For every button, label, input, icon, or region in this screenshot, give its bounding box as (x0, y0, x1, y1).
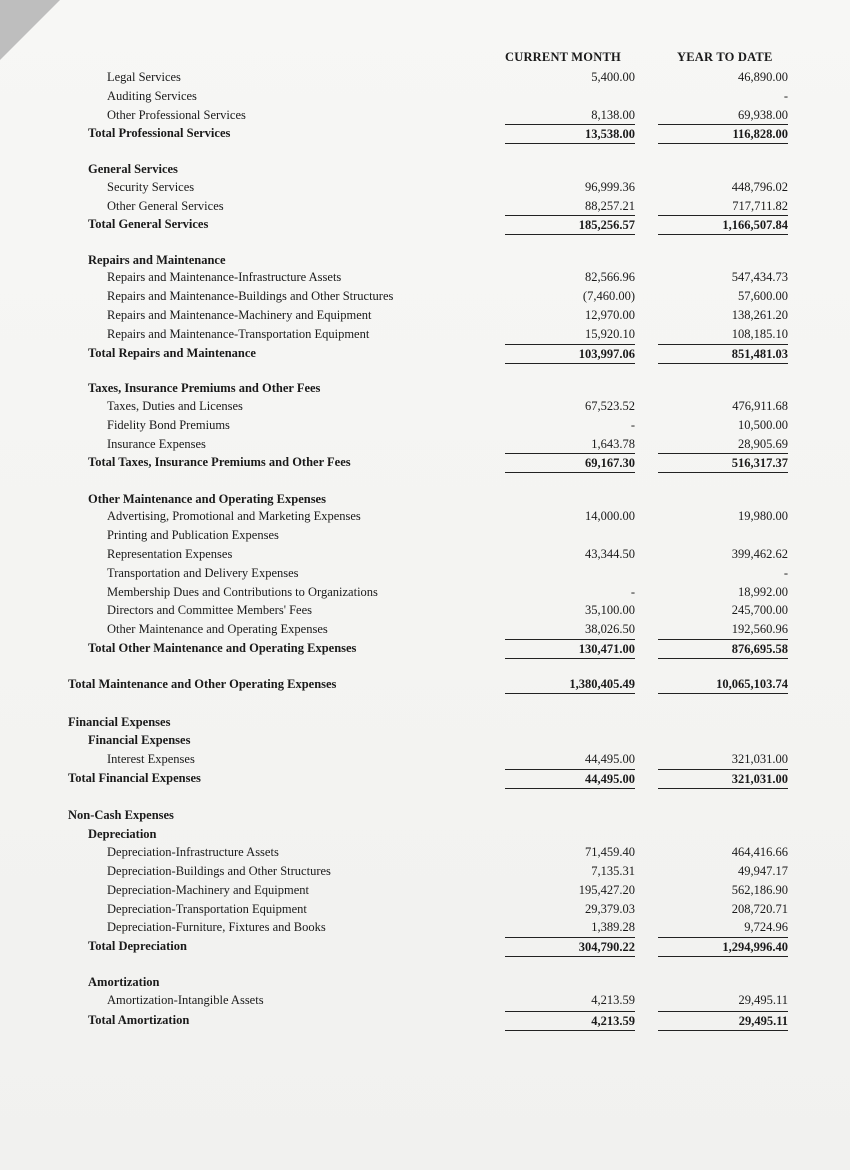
row-label: Depreciation (88, 827, 157, 841)
row-label: Directors and Committee Members' Fees (107, 603, 312, 617)
row-label: Other Professional Services (107, 108, 246, 122)
line-item-row (0, 268, 850, 286)
year-to-date-value: 516,317.37 (658, 453, 788, 473)
row-label: Other Maintenance and Operating Expenses (107, 622, 328, 636)
total-row (0, 675, 850, 693)
row-label: General Services (88, 162, 178, 176)
current-month-value: - (630, 585, 635, 599)
current-month-value: 5,400.00 (591, 70, 635, 84)
current-month-value: 44,495.00 (585, 752, 635, 766)
row-label: Fidelity Bond Premiums (107, 418, 230, 432)
section-heading-row (0, 825, 850, 843)
year-to-date-value: 116,828.00 (658, 124, 788, 144)
section-heading-row (0, 490, 850, 508)
row-label: Insurance Expenses (107, 437, 206, 451)
current-month-value: 43,344.50 (585, 547, 635, 561)
row-label: Depreciation-Infrastructure Assets (107, 845, 279, 859)
year-to-date-value: 9,724.96 (744, 920, 788, 934)
row-label: Repairs and Maintenance-Buildings and Other Structures (107, 289, 394, 303)
row-label: Depreciation-Furniture, Fixtures and Books (107, 920, 326, 934)
current-month-value: 88,257.21 (585, 199, 635, 213)
current-month-value: 29,379.03 (585, 902, 635, 916)
year-to-date-value: 876,695.58 (658, 639, 788, 659)
total-row (0, 124, 850, 142)
row-label: Depreciation-Machinery and Equipment (107, 883, 310, 897)
row-label: Other Maintenance and Operating Expenses (88, 492, 326, 506)
year-to-date-value: 321,031.00 (731, 752, 788, 766)
row-label: Total Taxes, Insurance Premiums and Other Fees (88, 455, 351, 469)
row-label: Total Amortization (88, 1013, 190, 1027)
total-row (0, 639, 850, 657)
row-label: Printing and Publication Expenses (107, 528, 279, 542)
current-month-value: 14,000.00 (585, 509, 635, 523)
line-item-row (0, 862, 850, 880)
year-to-date-value: 10,500.00 (738, 418, 788, 432)
row-label: Total Other Maintenance and Operating Expenses (88, 641, 357, 655)
year-to-date-value: 562,186.90 (731, 883, 788, 897)
current-month-value: 103,997.06 (505, 344, 635, 364)
year-to-date-value: 57,600.00 (738, 289, 788, 303)
current-month-value: 13,538.00 (505, 124, 635, 144)
line-item-row (0, 325, 850, 343)
year-to-date-value: 547,434.73 (731, 270, 788, 284)
row-label: Advertising, Promotional and Marketing Expenses (107, 509, 361, 523)
folded-corner (0, 0, 60, 60)
line-item-row (0, 991, 850, 1009)
line-item-row (0, 545, 850, 563)
current-month-value: 7,135.31 (591, 864, 635, 878)
current-month-value: 15,920.10 (585, 327, 635, 341)
year-to-date-value: 138,261.20 (731, 308, 788, 322)
row-label: Total Repairs and Maintenance (88, 346, 256, 360)
section-heading-row (0, 251, 850, 269)
current-month-value: 130,471.00 (505, 639, 635, 659)
current-month-value: 4,213.59 (505, 1011, 635, 1031)
row-label: Depreciation-Transportation Equipment (107, 902, 307, 916)
row-label: Total General Services (88, 217, 209, 231)
year-to-date-value: 717,711.82 (732, 199, 788, 213)
current-month-value: 44,495.00 (505, 769, 635, 789)
line-item-row (0, 435, 850, 453)
year-to-date-value: 108,185.10 (731, 327, 788, 341)
row-label: Taxes, Duties and Licenses (107, 399, 243, 413)
year-to-date-value: 29,495.11 (658, 1011, 788, 1031)
current-month-value: 4,213.59 (591, 993, 635, 1007)
current-month-value: 185,256.57 (505, 215, 635, 235)
current-month-value: 67,523.52 (585, 399, 635, 413)
row-label: Security Services (107, 180, 195, 194)
year-to-date-value: 29,495.11 (738, 993, 788, 1007)
line-item-row (0, 526, 850, 544)
row-label: Total Professional Services (88, 126, 231, 140)
line-item-row (0, 287, 850, 305)
row-label: Depreciation-Buildings and Other Structures (107, 864, 331, 878)
current-month-value: (7,460.00) (582, 289, 635, 303)
row-label: Total Depreciation (88, 939, 187, 953)
line-item-row (0, 843, 850, 861)
line-item-row (0, 416, 850, 434)
total-row (0, 937, 850, 955)
section-heading-row (0, 379, 850, 397)
current-month-value: 96,999.36 (585, 180, 635, 194)
row-label: Financial Expenses (88, 733, 191, 747)
year-to-date-value: 18,992.00 (738, 585, 788, 599)
line-item-row (0, 68, 850, 86)
year-to-date-value: 245,700.00 (731, 603, 788, 617)
row-label: Transportation and Delivery Expenses (107, 566, 299, 580)
total-row (0, 769, 850, 787)
section-heading-row (0, 806, 850, 824)
year-to-date-value: 46,890.00 (738, 70, 788, 84)
header-year-to-date: YEAR TO DATE (677, 50, 773, 64)
year-to-date-value: 10,065,103.74 (658, 675, 788, 694)
line-item-row (0, 507, 850, 525)
current-month-value: - (630, 418, 635, 432)
current-month-value: 38,026.50 (585, 622, 635, 636)
line-item-row (0, 564, 850, 582)
year-to-date-value: - (783, 566, 788, 580)
line-item-row (0, 583, 850, 601)
row-label: Amortization (88, 975, 160, 989)
row-label: Total Financial Expenses (68, 771, 201, 785)
total-row (0, 1011, 850, 1029)
current-month-value: 82,566.96 (585, 270, 635, 284)
line-item-row (0, 197, 850, 215)
year-to-date-value: 476,911.68 (732, 399, 788, 413)
section-heading-row (0, 731, 850, 749)
current-month-value: 69,167.30 (505, 453, 635, 473)
total-row (0, 453, 850, 471)
line-item-row (0, 306, 850, 324)
row-label: Repairs and Maintenance-Machinery and Equipment (107, 308, 372, 322)
current-month-value: 12,970.00 (585, 308, 635, 322)
current-month-value: 1,643.78 (591, 437, 635, 451)
section-heading-row (0, 973, 850, 991)
header-current-month: CURRENT MONTH (505, 50, 621, 64)
current-month-value: 8,138.00 (591, 108, 635, 122)
line-item-row (0, 918, 850, 936)
current-month-value: 71,459.40 (585, 845, 635, 859)
line-item-row (0, 881, 850, 899)
line-item-row (0, 178, 850, 196)
current-month-value: 35,100.00 (585, 603, 635, 617)
row-label: Legal Services (107, 70, 181, 84)
current-month-value: 1,380,405.49 (505, 675, 635, 694)
year-to-date-value: 1,166,507.84 (658, 215, 788, 235)
year-to-date-value: 1,294,996.40 (658, 937, 788, 957)
line-item-row (0, 87, 850, 105)
total-row (0, 215, 850, 233)
current-month-value: 1,389.28 (591, 920, 635, 934)
year-to-date-value: 464,416.66 (731, 845, 788, 859)
section-heading-row (0, 713, 850, 731)
line-item-row (0, 620, 850, 638)
line-item-row (0, 601, 850, 619)
line-item-row (0, 750, 850, 768)
year-to-date-value: 448,796.02 (731, 180, 788, 194)
row-label: Membership Dues and Contributions to Organizations (107, 585, 378, 599)
row-label: Repairs and Maintenance (88, 253, 226, 267)
total-row (0, 344, 850, 362)
row-label: Repairs and Maintenance-Infrastructure Assets (107, 270, 342, 284)
row-label: Financial Expenses (68, 715, 171, 729)
row-label: Non-Cash Expenses (68, 808, 174, 822)
row-label: Other General Services (107, 199, 224, 213)
row-label: Repairs and Maintenance-Transportation Equipment (107, 327, 370, 341)
line-item-row (0, 106, 850, 124)
row-label: Representation Expenses (107, 547, 233, 561)
year-to-date-value: 49,947.17 (738, 864, 788, 878)
year-to-date-value: 19,980.00 (738, 509, 788, 523)
year-to-date-value: 69,938.00 (738, 108, 788, 122)
line-item-row (0, 900, 850, 918)
year-to-date-value: 208,720.71 (731, 902, 788, 916)
current-month-value: 304,790.22 (505, 937, 635, 957)
year-to-date-value: 321,031.00 (658, 769, 788, 789)
row-label: Auditing Services (107, 89, 197, 103)
year-to-date-value: 28,905.69 (738, 437, 788, 451)
year-to-date-value: - (783, 89, 788, 103)
line-item-row (0, 397, 850, 415)
year-to-date-value: 192,560.96 (731, 622, 788, 636)
year-to-date-value: 399,462.62 (731, 547, 788, 561)
row-label: Amortization-Intangible Assets (107, 993, 264, 1007)
current-month-value: 195,427.20 (578, 883, 635, 897)
section-heading-row (0, 160, 850, 178)
year-to-date-value: 851,481.03 (658, 344, 788, 364)
row-label: Total Maintenance and Other Operating Expenses (68, 677, 337, 691)
row-label: Interest Expenses (107, 752, 195, 766)
row-label: Taxes, Insurance Premiums and Other Fees (88, 381, 321, 395)
